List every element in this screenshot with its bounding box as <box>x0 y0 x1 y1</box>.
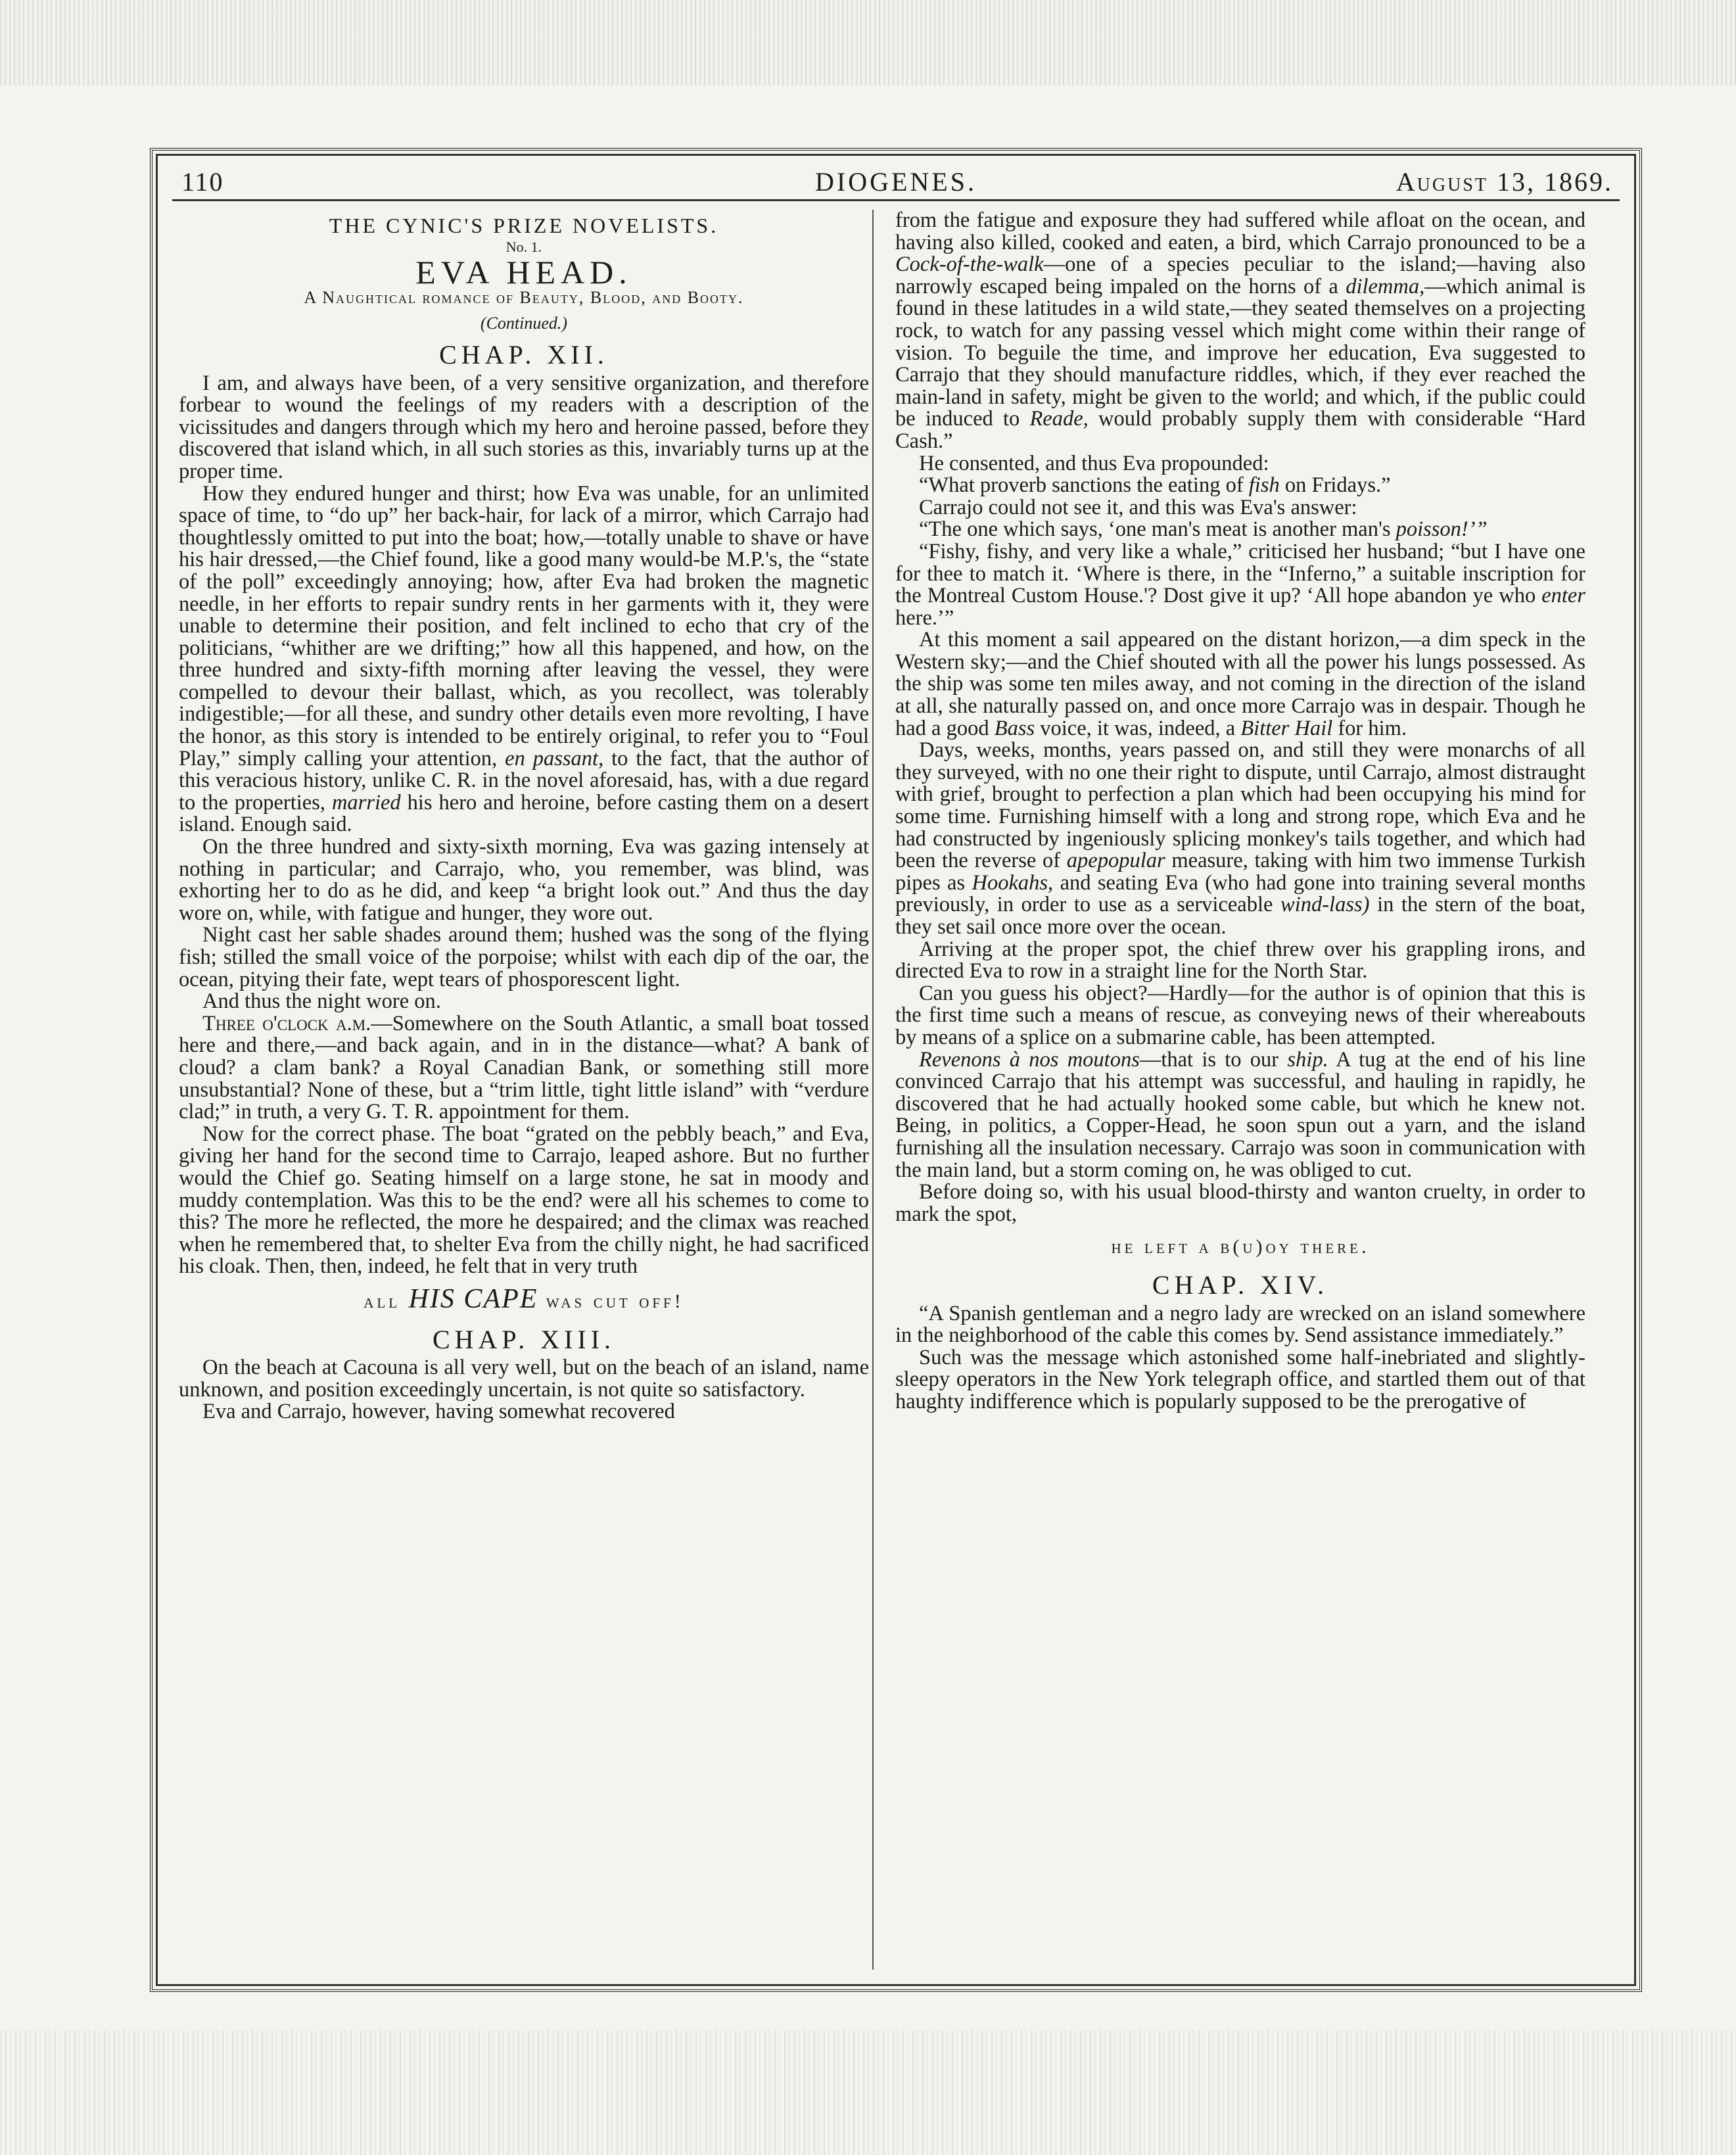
story-subtitle: A Naughtical romance of Beauty, Blood, and Booty. <box>304 287 744 307</box>
paragraph: Eva and Carrajo, however, having somewhat recovered <box>202 1400 675 1424</box>
scan-noise-top <box>0 0 1736 85</box>
chapter-punchline: he left a b(u)oy there. <box>1111 1236 1370 1258</box>
paragraph: Night cast her sable shades around them; hushed was the song of the flying fish; stilled the small voice of the porpoise; whilst with each dip of the oar, the ocean, pitying their fate, wept tears of phosporescent light. <box>179 923 869 991</box>
story-title: EVA HEAD. <box>415 254 632 291</box>
newspaper-page <box>150 148 1642 1992</box>
chapter-heading-13: CHAP. XIII. <box>432 1324 616 1354</box>
paragraph: I am, and always have been, of a very sensitive organization, and therefore forbear to wound the feelings of my readers with a description of the vicissitudes and dangers through which my hero and heroine passed, before they discovered that island which, in all such stories as this, invariably turns up at the proper time. <box>179 371 869 483</box>
paragraph: Days, weeks, months, years passed on, and still they were monarchs of all they surveyed, with no one their right to dispute, until Carrajo, almost distraught with grief, brought to perfection a plan which had been occupying his mind for some time. Furnishing himself with a long and strong rope, which Eva and he had constructed by ingeniously splicing monkey's tails together, and which had been the reverse of apepopular measure, taking with him two immense Turkish pipes as Hookahs, and seating Eva (who had gone into training several months previously, in order to use as a serviceable wind-lass) in the stern of the boat, they set sail once more over the ocean. <box>895 738 1585 939</box>
paragraph: How they endured hunger and thirst; how Eva was unable, for an unlimited space of time, to “do up” her back-hair, for lack of a mirror, which Carrajo had thoughtlessly omitted to put into the boat; how,—totally unable to shave or have his hair dressed,—the Chief found, like a good many would-be M.P.'s, the “state of the poll” exceedingly annoying; how, after Eva had broken the magnetic needle, in her efforts to repair sundry rents in her garments with it, they were unable to determine their position, and felt inclined to echo that cry of the politicians, “whither are we drifting;” how all this happened, and how, on the three hundred and sixty-fifth morning after leaving the vessel, they were compelled to devour their ballast, which, as you recollect, was tolerably indigestible;—for all these, and sundry other details even more revolting, I have the honor, as this story is intended to be entirely original, to refer you to “Foul Play,” simply calling your attention, en passant, to the fact, that the author of this veracious history, unlike C. R. in the novel aforesaid, has, with a due regard to the properties, married his hero and heroine, before casting them on a desert island. Enough said. <box>179 481 869 837</box>
chapter-heading-12: CHAP. XII. <box>439 339 609 369</box>
paragraph: Before doing so, with his usual blood-thirsty and wanton cruelty, in order to mark the spot, <box>895 1180 1585 1226</box>
paragraph: Three o'clock a.m.—Somewhere on the South Atlantic, a small boat tossed here and there,—and back again, and in in the distance—what? A bank of cloud? a clam bank? a Royal Canadian Bank, or something still more unsubstantial? None of these, but a “trim little, tight little island” with “verdure clad;” in truth, a very G. T. R. appointment for them. <box>179 1011 869 1124</box>
chapter-punchline: all HIS CAPE was cut off! <box>364 1283 684 1314</box>
scan-noise-bottom <box>0 2030 1736 2155</box>
paragraph: from the fatigue and exposure they had suffered while afloat on the ocean, and having also killed, cooked and eaten, a bird, which Carrajo pronounced to be a Cock-of-the-walk—one of a species peculiar to the island;—having also narrowly escaped being impaled on the horns of a dilemma,—which animal is found in these latitudes in a wild state,—they seated themselves on a projecting rock, to watch for any passing vessel which might come within their range of vision. To beguile the time, and improve her education, Eva suggested to Carrajo that they should manufacture riddles, which, if they ever reached the main-land in safety, might be given to the world; and which, if the public could be induced to Reade, would probably supply them with considerable “Hard Cash.” <box>895 210 1585 453</box>
paragraph: “Fishy, fishy, and very like a whale,” criticised her husband; “but I have one for thee to match it. ‘Where is there, in the “Inferno,” a suitable inscription for the Montreal Custom House.'? Dost give it up? ‘All hope abandon ye who enter here.’” <box>895 539 1585 630</box>
column-right <box>895 210 1585 1974</box>
continued-note: (Continued.) <box>480 314 568 333</box>
paragraph: And thus the night wore on. <box>202 989 441 1014</box>
series-number: No. 1. <box>505 238 542 255</box>
paragraph: Such was the message which astonished some half-inebriated and slightly-sleepy operators in the New York telegraph office, and startled them out of that haughty indifference which is popularly supposed to be the prerogative of <box>895 1345 1585 1413</box>
paragraph: “A Spanish gentleman and a negro lady are wrecked on an island somewhere in the neighborhood of the cable this comes by. Send assistance immediately.” <box>895 1301 1585 1348</box>
paragraph: Arriving at the proper spot, the chief threw over his grappling irons, and directed Eva to row in a straight line for the North Star. <box>895 937 1585 983</box>
column-rule <box>872 210 874 1970</box>
paragraph: Carrajo could not see it, and this was Eva's answer: <box>919 495 1357 519</box>
paragraph: On the beach at Cacouna is all very well, but on the beach of an island, name unknown, and position exceedingly uncertain, is not quite so satisfactory. <box>179 1356 869 1402</box>
issue-date: August 13, 1869. <box>1396 167 1613 197</box>
column-left <box>179 210 869 1974</box>
running-head <box>172 162 1620 201</box>
series-title: THE CYNIC'S PRIZE NOVELISTS. <box>329 214 719 237</box>
paragraph: At this moment a sail appeared on the distant horizon,—a dim speck in the Western sky;—and the Chief shouted with all the power his lungs possessed. As the ship was some ten miles away, and not coming in the direction of the island at all, she naturally passed on, and once more Carrajo was in despair. Though he had a good Bass voice, it was, indeed, a Bitter Hail for him. <box>895 628 1585 740</box>
paragraph: He consented, and thus Eva propounded: <box>919 451 1269 475</box>
paragraph: “What proverb sanctions the eating of fish on Fridays.” <box>919 473 1391 498</box>
paragraph: Now for the correct phase. The boat “grated on the pebbly beach,” and Eva, giving her hand for the second time to Carrajo, leaped ashore. But no further would the Chief go. Seating himself on a large stone, he sat in moody and muddy contemplation. Was this to be the end? were all his schemes to come to this? The more he reflected, the more he despaired; and the climax was reached when he remembered that, to shelter Eva from the chilly night, he had sacrificed his cloak. Then, then, indeed, he felt that in very truth <box>179 1122 869 1279</box>
paragraph: Revenons à nos moutons—that is to our ship. A tug at the end of his line convinced Carrajo that his attempt was successful, and hauling in rapidly, he discovered that he had actually hooked some cable, but which he knew not. Being, in politics, a Copper-Head, he soon spun out a yarn, and the island furnishing all the insulation necessary. Carrajo was soon in communication with the main land, but a storm coming on, he was obliged to cut. <box>895 1047 1585 1182</box>
paragraph: “The one which says, ‘one man's meat is another man's poisson!’” <box>919 517 1488 542</box>
paragraph: On the three hundred and sixty-sixth morning, Eva was gazing intensely at nothing in particular; and Carrajo, who, you remember, was blind, was exhorting her to do as he did, and keep “a bright look out.” And thus the day wore on, while, with fatigue and hunger, they wore out. <box>179 835 869 925</box>
chapter-heading-14: CHAP. XIV. <box>1152 1269 1329 1300</box>
page-number: 110 <box>181 167 224 197</box>
paper-name: DIOGENES. <box>815 167 977 197</box>
paragraph: Can you guess his object?—Hardly—for the author is of opinion that this is the first time such a means of rescue, as conveying news of their whereabouts by means of a splice on a submarine cable, has been attempted. <box>895 981 1585 1049</box>
